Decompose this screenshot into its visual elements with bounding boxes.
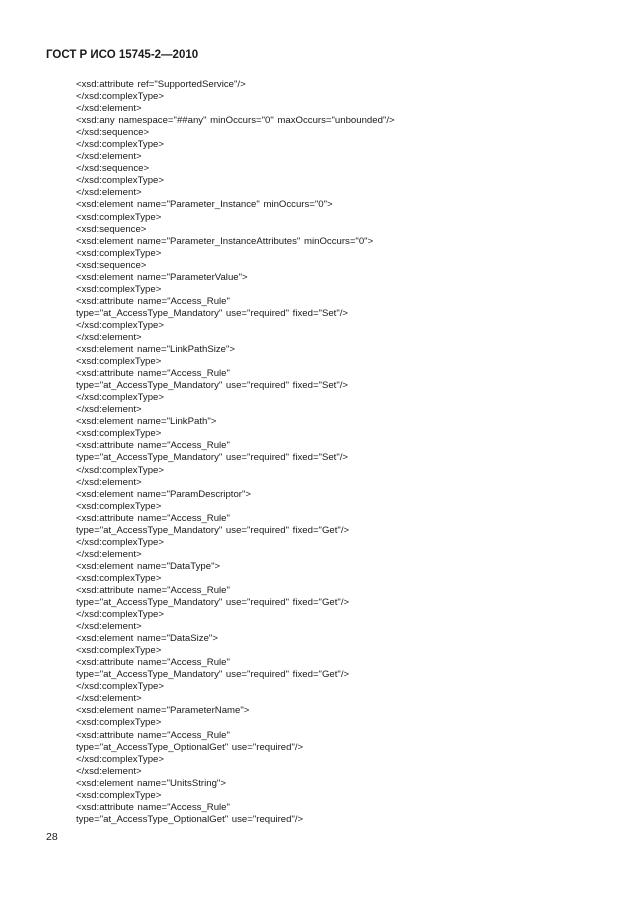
- code-line: <xsd:sequence>: [76, 223, 147, 235]
- code-line: </xsd:element>: [76, 103, 142, 115]
- code-line: </xsd:complexType>: [76, 319, 164, 331]
- code-line: type="at_AccessType_Mandatory" use="required" fixed="Get"/>: [76, 597, 350, 609]
- code-line: </xsd:complexType>: [76, 609, 164, 621]
- page-number: 28: [46, 831, 58, 843]
- code-line: type="at_AccessType_Mandatory" use="required" fixed="Set"/>: [76, 307, 349, 319]
- code-line: <xsd:element name="LinkPathSize">: [76, 344, 236, 356]
- code-line: <xsd:complexType>: [76, 500, 162, 512]
- code-line: <xsd:element name="DataType">: [76, 560, 221, 572]
- code-line: </xsd:complexType>: [76, 464, 164, 476]
- code-line: <xsd:element name="ParameterValue">: [76, 271, 248, 283]
- code-line: </xsd:complexType>: [76, 392, 164, 404]
- code-line: <xsd:attribute name="Access_Rule": [76, 368, 230, 380]
- code-line: </xsd:complexType>: [76, 681, 164, 693]
- code-line: <xsd:any namespace="##any" minOccurs="0" maxOccurs="unbounded"/>: [76, 115, 395, 127]
- code-line: type="at_AccessType_Mandatory" use="required" fixed="Get"/>: [76, 669, 350, 681]
- code-line: </xsd:complexType>: [76, 175, 164, 187]
- code-line: <xsd:complexType>: [76, 717, 162, 729]
- code-line: </xsd:element>: [76, 548, 142, 560]
- code-line: </xsd:complexType>: [76, 753, 164, 765]
- code-line: <xsd:element name="Parameter_Instance" minOccurs="0">: [76, 199, 333, 211]
- code-line: <xsd:element name="Parameter_InstanceAttributes" minOccurs="0">: [76, 235, 374, 247]
- code-line: </xsd:element>: [76, 476, 142, 488]
- code-line: <xsd:element name="ParameterName">: [76, 705, 250, 717]
- code-line: <xsd:element name="DataSize">: [76, 633, 218, 645]
- code-line: </xsd:sequence>: [76, 163, 150, 175]
- code-line: <xsd:attribute ref="SupportedService"/>: [76, 79, 246, 90]
- code-line: <xsd:attribute name="Access_Rule": [76, 295, 230, 307]
- code-line: <xsd:attribute name="Access_Rule": [76, 801, 230, 813]
- code-line: <xsd:attribute name="Access_Rule": [76, 729, 230, 741]
- code-line: </xsd:complexType>: [76, 139, 164, 151]
- code-line: <xsd:attribute name="Access_Rule": [76, 657, 230, 669]
- document-header: ГОСТ Р ИСО 15745-2—2010: [46, 49, 199, 61]
- code-line: </xsd:element>: [76, 765, 142, 777]
- code-line: <xsd:sequence>: [76, 259, 147, 271]
- code-line: <xsd:attribute name="Access_Rule": [76, 440, 230, 452]
- code-line: <xsd:complexType>: [76, 645, 162, 657]
- code-line: <xsd:complexType>: [76, 211, 162, 223]
- code-line: </xsd:complexType>: [76, 91, 164, 103]
- code-line: </xsd:sequence>: [76, 127, 150, 139]
- code-line: </xsd:element>: [76, 621, 142, 633]
- code-line: </xsd:element>: [76, 151, 142, 163]
- code-line: <xsd:element name="LinkPath">: [76, 416, 217, 428]
- code-line: <xsd:element name="UnitsString">: [76, 777, 226, 789]
- code-line: <xsd:complexType>: [76, 283, 162, 295]
- code-line: </xsd:complexType>: [76, 536, 164, 548]
- code-line: type="at_AccessType_OptionalGet" use="required"/>: [76, 813, 304, 825]
- code-line: <xsd:complexType>: [76, 356, 162, 368]
- code-line: <xsd:attribute name="Access_Rule": [76, 512, 230, 524]
- code-line: <xsd:complexType>: [76, 572, 162, 584]
- xsd-code-listing: [76, 79, 395, 826]
- code-line: <xsd:attribute name="Access_Rule": [76, 584, 230, 596]
- code-line: </xsd:element>: [76, 187, 142, 199]
- code-line: type="at_AccessType_Mandatory" use="required" fixed="Set"/>: [76, 452, 349, 464]
- code-line: <xsd:complexType>: [76, 247, 162, 259]
- code-line: <xsd:complexType>: [76, 428, 162, 440]
- code-line: type="at_AccessType_OptionalGet" use="required"/>: [76, 741, 304, 753]
- code-line: type="at_AccessType_Mandatory" use="required" fixed="Set"/>: [76, 380, 349, 392]
- code-line: </xsd:element>: [76, 404, 142, 416]
- code-line: </xsd:element>: [76, 693, 142, 705]
- code-line: </xsd:element>: [76, 331, 142, 343]
- code-line: <xsd:element name="ParamDescriptor">: [76, 488, 251, 500]
- code-line: <xsd:complexType>: [76, 789, 162, 801]
- code-line: type="at_AccessType_Mandatory" use="required" fixed="Get"/>: [76, 524, 350, 536]
